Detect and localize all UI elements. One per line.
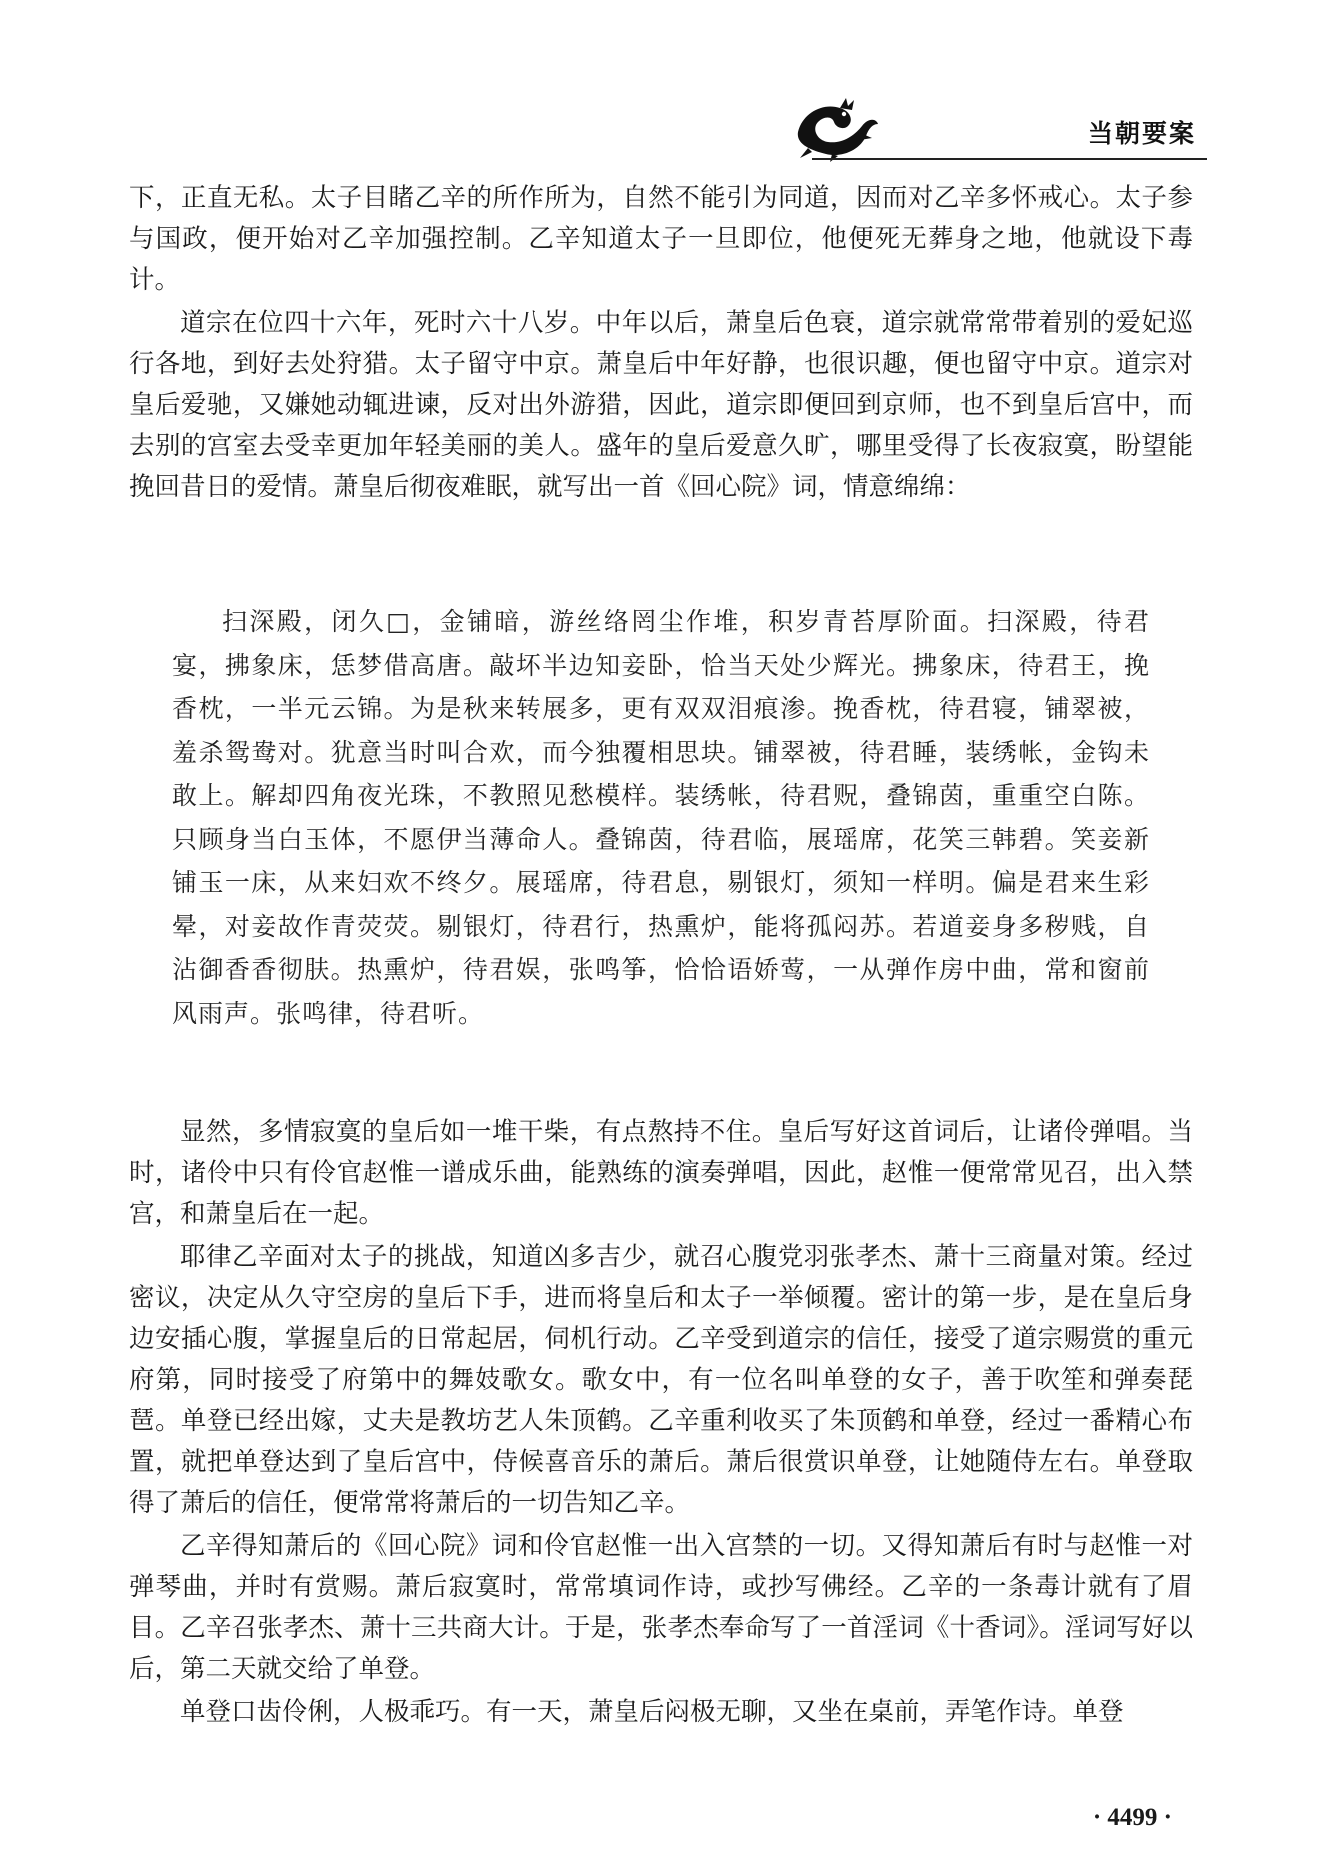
running-header	[788, 92, 1208, 164]
paragraph: 乙辛得知萧后的《回心院》词和伶官赵惟一出入宫禁的一切。又得知萧后有时与赵惟一对弹琴曲，并时有赏赐。萧后寂寞时，常常填词作诗，或抄写佛经。乙辛的一条毒计就有了眉目。乙辛召张孝杰、萧十三共商大计。于是，张孝杰奉命写了一首淫词《十香词》。淫词写好以后，第二天就交给了单登。	[129, 1531, 1193, 1684]
paragraph: 单登口齿伶俐，人极乖巧。有一天，萧皇后闷极无聊，又坐在桌前，弄笔作诗。单登	[180, 1697, 1124, 1727]
dragon-emblem-icon	[788, 92, 884, 164]
paragraph: 显然，多情寂寞的皇后如一堆干柴，有点熬持不住。皇后写好这首词后，让诸伶弹唱。当时，诸伶中只有伶官赵惟一谱成乐曲，能熟练的演奏弹唱，因此，赵惟一便常常见召，出入禁宫，和萧皇后在一起。	[129, 1117, 1193, 1229]
body-text-bottom	[129, 1112, 1193, 1733]
poem-hui-xin-yuan: 扫深殿，闭久□，金铺暗，游丝络罔尘作堆，积岁青苔厚阶面。扫深殿，待君宴，拂象床，恁梦借高唐。敲坏半边知妾卧，恰当天处少辉光。拂象床，待君王，挽香枕，一半元云锦。为是秋来转展多，更有双双泪痕渗。挽香枕，待君寝，铺翠被，羞杀鸳鸯对。犹意当时叫合欢，而今独覆相思块。铺翠被，待君睡，装绣帐，金钩未敢上。解却四角夜光珠，不教照见愁模样。装绣帐，待君贶，叠锦茵，重重空白陈。只顾身当白玉体，不愿伊当薄命人。叠锦茵，待君临，展瑶席，花笑三韩碧。笑妾新铺玉一床，从来妇欢不终夕。展瑶席，待君息，剔银灯，须知一样明。偏是君来生彩晕，对妾故作青荧荧。剔银灯，待君行，热熏炉，能将孤闷苏。若道妾身多秽贱，自沾御香香彻肤。热熏炉，待君娱，张鸣筝，恰恰语娇莺，一从弹作房中曲，常和窗前风雨声。张鸣律，待君听。	[172, 607, 1150, 1028]
page-number: · 4499 ·	[1092, 1804, 1172, 1831]
header-divider	[812, 158, 1207, 160]
section-title: 当朝要案	[1087, 119, 1196, 148]
body-text-top	[129, 178, 1193, 508]
paragraph: 下，正直无私。太子目睹乙辛的所作所为，自然不能引为同道，因而对乙辛多怀戒心。太子参与国政，便开始对乙辛加强控制。乙辛知道太子一旦即位，他便死无葬身之地，他就设下毒计。	[129, 183, 1193, 295]
paragraph: 道宗在位四十六年，死时六十八岁。中年以后，萧皇后色衰，道宗就常常带着别的爱妃巡行各地，到好去处狩猎。太子留守中京。萧皇后中年好静，也很识趣，便也留守中京。道宗对皇后爱驰，又嫌她动辄进谏，反对出外游猎，因此，道宗即便回到京师，也不到皇后宫中，而去别的宫室去受幸更加年轻美丽的美人。盛年的皇后爱意久旷，哪里受得了长夜寂寞，盼望能挽回昔日的爱情。萧皇后彻夜难眠，就写出一首《回心院》词，情意绵绵：	[129, 308, 1193, 502]
paragraph: 耶律乙辛面对太子的挑战，知道凶多吉少，就召心腹党羽张孝杰、萧十三商量对策。经过密议，决定从久守空房的皇后下手，进而将皇后和太子一举倾覆。密计的第一步，是在皇后身边安插心腹，掌握皇后的日常起居，伺机行动。乙辛受到道宗的信任，接受了道宗赐赏的重元府第，同时接受了府第中的舞妓歌女。歌女中，有一位名叫单登的女子，善于吹笙和弹奏琵琶。单登已经出嫁，丈夫是教坊艺人朱顶鹤。乙辛重利收买了朱顶鹤和单登，经过一番精心布置，就把单登达到了皇后宫中，侍候喜音乐的萧后。萧后很赏识单登，让她随侍左右。单登取得了萧后的信任，便常常将萧后的一切告知乙辛。	[129, 1242, 1193, 1518]
